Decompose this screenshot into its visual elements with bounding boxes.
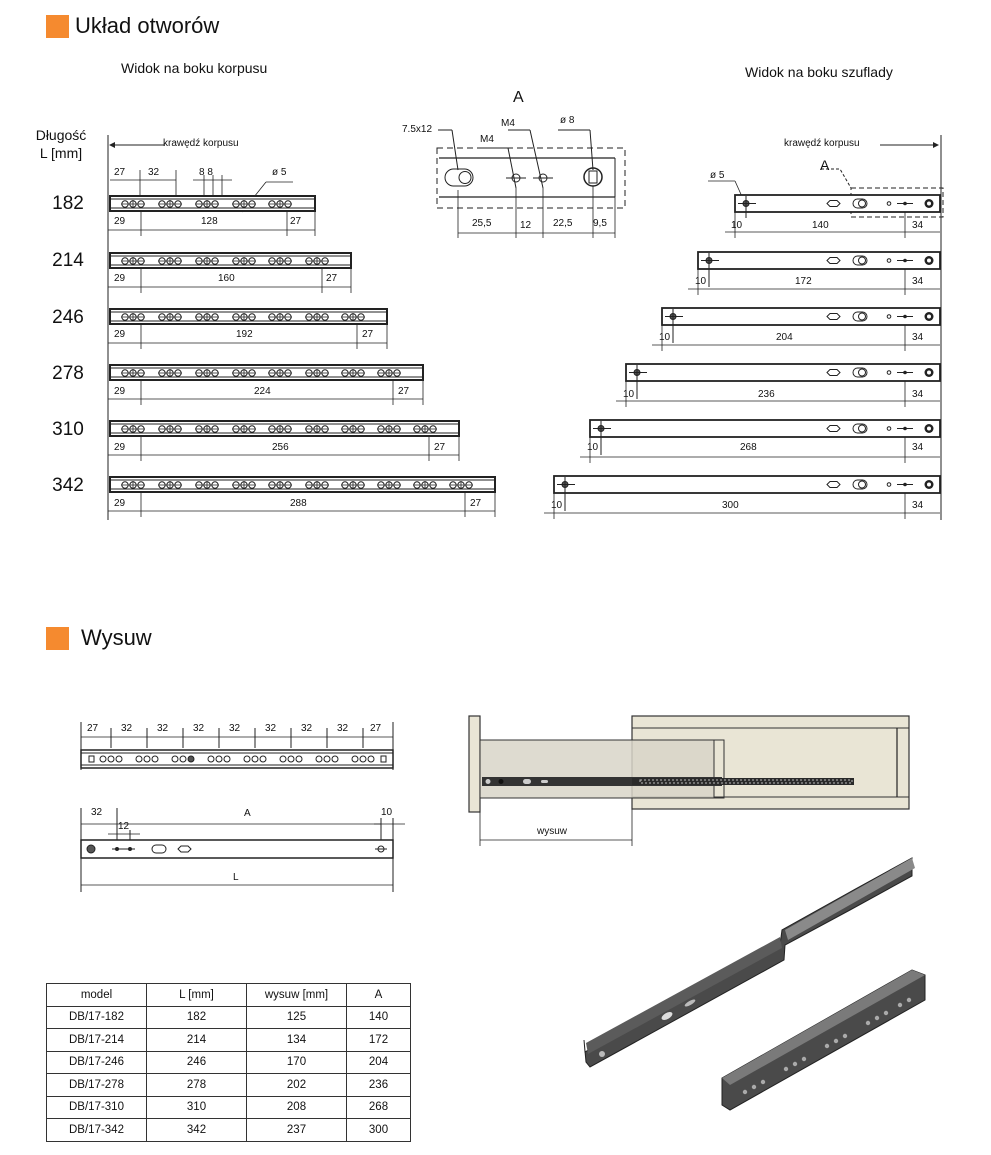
detail-title: A	[513, 89, 524, 106]
dim-cab-left: 29	[114, 442, 126, 453]
dim-cab-left: 29	[114, 498, 126, 509]
rail-dim: 32	[337, 723, 349, 734]
dim-cab-right: 27	[470, 498, 482, 509]
detail-dim: 9,5	[593, 218, 607, 229]
cell: 214	[147, 1029, 247, 1052]
dim-drw-left: 10	[659, 332, 671, 343]
dim-8-8: 8 8	[199, 167, 213, 178]
dim-drw-right: 34	[912, 442, 924, 453]
rail-dim: 32	[157, 723, 169, 734]
rail-dim-right: 10	[381, 807, 393, 818]
dim-drw-mid: 236	[758, 389, 775, 400]
col-model: model	[47, 984, 147, 1007]
dim-cab-right: 27	[290, 216, 302, 227]
dim-cab-right: 27	[434, 442, 446, 453]
length-label: 342	[52, 475, 84, 496]
drawer-hole-dia: ø 5	[710, 170, 725, 181]
cell: 172	[347, 1029, 411, 1052]
cell: 268	[347, 1096, 411, 1119]
table-header-row	[47, 984, 411, 1007]
cell: 278	[147, 1074, 247, 1097]
rail-dim-small: 12	[118, 821, 130, 832]
dim-cab-left: 29	[114, 216, 126, 227]
rail-dim-a: A	[244, 808, 251, 819]
cell: 208	[247, 1096, 347, 1119]
cell: DB/17-182	[47, 1006, 147, 1029]
dim-drw-right: 34	[912, 389, 924, 400]
orange-square-icon	[46, 627, 69, 650]
cabinet-side-drawing	[0, 0, 991, 560]
cell: 246	[147, 1051, 247, 1074]
col-a: A	[347, 984, 411, 1007]
dim-drw-mid: 172	[795, 276, 812, 287]
table-row	[47, 1029, 411, 1052]
detail-dim: 22,5	[553, 218, 573, 229]
dim-drw-mid: 204	[776, 332, 793, 343]
thread1-label: M4	[480, 134, 494, 145]
dim-cab-mid: 128	[201, 216, 218, 227]
cell: DB/17-246	[47, 1051, 147, 1074]
rail-dim: 32	[301, 723, 313, 734]
dim-drw-left: 10	[551, 500, 563, 511]
length-header-line2: L [mm]	[39, 145, 83, 161]
hole8-label: ø 8	[560, 115, 575, 126]
cell: 342	[147, 1119, 247, 1142]
length-label: 246	[52, 307, 84, 328]
slot-label: 7.5x12	[402, 124, 433, 135]
cell: 182	[147, 1006, 247, 1029]
dim-hole-dia: ø 5	[272, 167, 287, 178]
dim-cab-mid: 160	[218, 273, 235, 284]
model-spec-table	[46, 983, 411, 1142]
cabinet-rail-182	[110, 196, 315, 211]
cell: DB/17-278	[47, 1074, 147, 1097]
cabinet-edge-label-drawer: krawędź korpusu	[784, 138, 860, 149]
cell: 125	[247, 1006, 347, 1029]
rail-dim-left: 32	[91, 807, 103, 818]
dim-drw-right: 34	[912, 500, 924, 511]
extension-label: wysuw	[537, 826, 568, 837]
table-row	[47, 1051, 411, 1074]
dim-cab-right: 27	[362, 329, 374, 340]
cell: DB/17-342	[47, 1119, 147, 1142]
section-title: Układ otworów	[75, 13, 220, 38]
dim-drw-left: 10	[731, 220, 743, 231]
dim-cab-right: 27	[398, 386, 410, 397]
length-label: 182	[52, 193, 84, 214]
dim-drw-left: 10	[623, 389, 635, 400]
dim-cab-left: 29	[114, 273, 126, 284]
cell: 202	[247, 1074, 347, 1097]
length-header-line1: Długość	[35, 127, 87, 143]
length-label: 278	[52, 363, 84, 384]
rail-dim: 32	[193, 723, 205, 734]
cell: 300	[347, 1119, 411, 1142]
dim-drw-right: 34	[912, 276, 924, 287]
dim-cab-mid: 256	[272, 442, 289, 453]
cell: 140	[347, 1006, 411, 1029]
drawer-view-caption: Widok na boku szuflady	[745, 64, 893, 80]
dim-cab-mid: 288	[290, 498, 307, 509]
dim-cab-left: 29	[114, 329, 126, 340]
thread2-label: M4	[501, 118, 515, 129]
rail-dim: 27	[87, 723, 99, 734]
cabinet-edge-label: krawędź korpusu	[163, 138, 239, 149]
rail-3d-illustration	[584, 858, 925, 1110]
dim-cab-mid: 192	[236, 329, 253, 340]
dim-drw-mid: 268	[740, 442, 757, 453]
dim-27: 27	[114, 167, 126, 178]
dim-drw-right: 34	[912, 332, 924, 343]
rail-dim: 32	[121, 723, 133, 734]
table-row	[47, 1074, 411, 1097]
rail-dim: 32	[229, 723, 241, 734]
dim-cab-mid: 224	[254, 386, 271, 397]
table-row	[47, 1119, 411, 1142]
detail-dim: 12	[520, 220, 532, 231]
col-extension: wysuw [mm]	[247, 984, 347, 1007]
dim-32: 32	[148, 167, 160, 178]
table-row	[47, 1096, 411, 1119]
cell: 204	[347, 1051, 411, 1074]
dim-drw-mid: 300	[722, 500, 739, 511]
dim-drw-left: 10	[587, 442, 599, 453]
col-length: L [mm]	[147, 984, 247, 1007]
dim-drw-right: 34	[912, 220, 924, 231]
rail-dim: 27	[370, 723, 382, 734]
detail-ref: A	[820, 157, 830, 173]
detail-dim: 25,5	[472, 218, 492, 229]
dim-drw-left: 10	[695, 276, 707, 287]
cell: DB/17-214	[47, 1029, 147, 1052]
dim-cab-right: 27	[326, 273, 338, 284]
rail-dim: 32	[265, 723, 277, 734]
cell: DB/17-310	[47, 1096, 147, 1119]
section-header-extension	[46, 625, 152, 651]
drawer-extension-diagram	[469, 716, 909, 846]
section-title: Wysuw	[81, 625, 152, 650]
length-label: 214	[52, 250, 84, 271]
dim-cab-left: 29	[114, 386, 126, 397]
cell: 236	[347, 1074, 411, 1097]
dim-drw-mid: 140	[812, 220, 829, 231]
rail-dim-total: L	[233, 872, 239, 883]
table-row	[47, 1006, 411, 1029]
cell: 237	[247, 1119, 347, 1142]
cabinet-view-caption: Widok na boku korpusu	[121, 60, 268, 76]
cell: 170	[247, 1051, 347, 1074]
cell: 310	[147, 1096, 247, 1119]
length-label: 310	[52, 419, 84, 440]
cell: 134	[247, 1029, 347, 1052]
